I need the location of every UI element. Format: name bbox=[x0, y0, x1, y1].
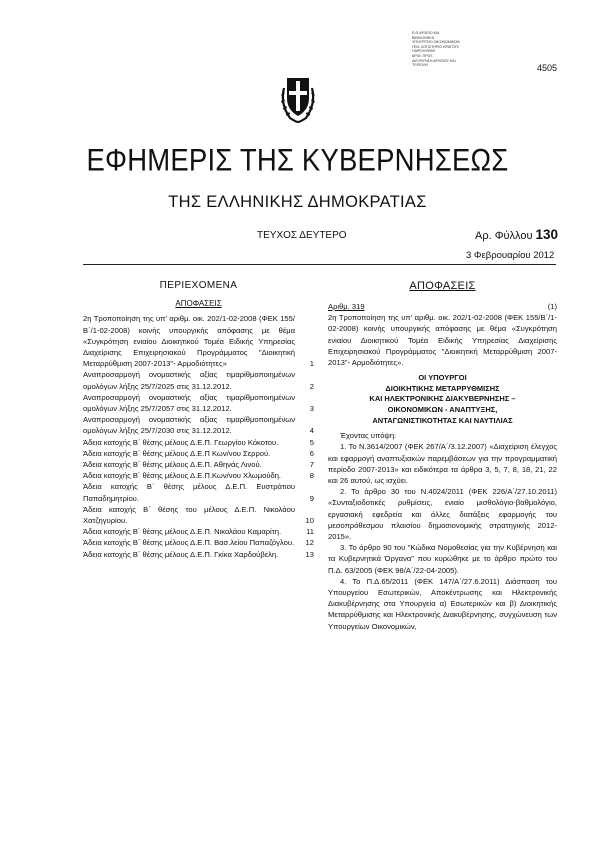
toc-item[interactable] bbox=[83, 481, 314, 503]
toc-text: Άδεια κατοχής Β΄ θέσης μέλους Δ.Ε.Π. Γεωργίου Κόκοτου. bbox=[83, 437, 279, 447]
sheet-value: 130 bbox=[535, 227, 559, 242]
stamp-line: ΠΑΡΕΛΗΦΘΗ bbox=[412, 49, 436, 54]
toc-number: 9 bbox=[309, 493, 314, 503]
toc-text: Αναπροσαρμογή ονομαστικής αξίας τιμαρίθμοποιημένων ομολόγων λήξης 25/7/2030 στις 31.12.2012. bbox=[83, 415, 295, 436]
ministers-line: ΑΝΤΑΓΩΝΙΣΤΙΚΟΤΗΤΑΣ ΚΑΙ ΝΑΥΤΙΛΙΑΣ bbox=[372, 415, 513, 425]
toc-number: 2 bbox=[309, 381, 314, 391]
issue-label: ΤΕΥΧΟΣ ΔΕΥΤΕΡΟ bbox=[257, 230, 347, 241]
toc-text: Άδεια κατοχής Β΄ θέσης του μέλους Δ.Ε.Π. Νικολάου Χατζηγυρίου. bbox=[83, 504, 295, 526]
toc-item[interactable] bbox=[83, 504, 314, 526]
toc-item[interactable] bbox=[83, 537, 314, 548]
toc-number: 3 bbox=[309, 404, 314, 414]
stamp-line: ΔΙΕΥΘΥΝΣΗ ΑΡΧΕΙΟΥ ΚΑΙ bbox=[412, 58, 456, 63]
coat-of-arms-icon bbox=[278, 74, 318, 124]
decision-paragraph: 2. Το άρθρο 30 του Ν.4024/2011 (ΦΕΚ 226/Α΄/27.10.2011) «Συνταξιοδοτικές ρυθμίσεις, ενιαίο μισθολόγιο-βαθμολόγιο, εργασιακή εφεδρεία και άλλες διατάξεις εφαρμογής του μεσοπρόθεσμου πλαισίου δημοσιονομικής στρατηγικής 2012-2015». bbox=[328, 487, 557, 542]
toc-item[interactable] bbox=[83, 459, 314, 470]
stamp-line: ΒΙΒΛΙΟΘΗΚΗ bbox=[412, 35, 435, 40]
gazette-title: ΕΦΗΜΕΡΙΣ ΤΗΣ ΚΥΒΕΡΝΗΣΕΩΣ bbox=[86, 141, 509, 178]
decision-paragraph: 1. Το Ν.3614/2007 (ΦΕΚ 267/Α΄/3.12.2007) «Διαχείριση έλεγχος και εφαρμογή αναπτυξιακών παρεμβάσεων για την προγραμματική περίοδο 2007-2013» και ειδικότερα τα άρθρα 3, 5, 7, 8, 18, 21, 22 και 26 αυτού, ως ισχύει. bbox=[328, 442, 557, 485]
archive-stamp bbox=[412, 31, 484, 68]
toc-item[interactable] bbox=[83, 526, 314, 537]
decision-paragraph: 4. Το Π.Δ.65/2011 (ΦΕΚ 147/Α΄/27.6.2011) Διάσπαση του Υπουργείου Εσωτερικών, Αποκέντρωσης και Ηλεκτρονικής Διακυβέρνησης στα Υπουργεία α) Εσωτερικών και β) Διοικητικής Μεταρρύθμισης και Ηλεκτρονικής Διακυβέρνησης, συγχώνευση των Υπουργείων Οικονομικών, bbox=[328, 576, 557, 631]
toc-item[interactable] bbox=[83, 470, 314, 481]
toc-number: 13 bbox=[305, 549, 314, 559]
sheet-number bbox=[475, 227, 558, 242]
contents-subtitle: ΑΠΟΦΑΣΕΙΣ bbox=[175, 299, 222, 309]
contents-title: ΠΕΡΙΕΧΟΜΕΝΑ bbox=[159, 280, 238, 291]
toc-text: Άδεια κατοχής Β΄ θέσης μέλους Δ.Ε.Π. Γκίκα Χαρδούβελη. bbox=[83, 549, 279, 559]
toc-number: 10 bbox=[305, 516, 314, 526]
toc-item[interactable] bbox=[83, 437, 314, 448]
toc-text: Άδεια κατοχής Β΄ θέσης μέλους Δ.Ε.Π. Βασ.λείου Παπαζόγλου. bbox=[83, 538, 295, 548]
toc-item[interactable] bbox=[83, 392, 314, 414]
toc-text: Άδεια κατοχής Β΄ θέσης μέλους Δ.Ε.Π.Κων/νου Χλωμούδη. bbox=[83, 471, 282, 481]
toc-number: 7 bbox=[309, 460, 314, 470]
toc-item[interactable] bbox=[83, 313, 314, 369]
toc-number: 8 bbox=[309, 471, 314, 481]
header-divider bbox=[83, 264, 556, 265]
contents-column bbox=[83, 280, 314, 560]
decisions-column bbox=[328, 301, 557, 632]
toc-text: Άδεια κατοχής Β΄ θέσης μέλους Δ.Ε.Π. Νικολάου Καμαρίτη. bbox=[83, 527, 282, 537]
toc-number: 4 bbox=[309, 426, 314, 436]
stamp-line: Ε.Θ.ΑΡΧΕΙΟ ΚΑΙ bbox=[412, 31, 440, 35]
toc-number: 6 bbox=[309, 448, 314, 458]
issue-date: 3 Φεβρουαρίου 2012 bbox=[466, 250, 555, 261]
toc-text: Αναπροσαρμογή ονομαστικής αξίας τιμαρίθμοποιημένων ομολόγων λήξης 25/7/2025 στις 31.12.2012. bbox=[83, 370, 295, 391]
toc-text: 2η Τροποποίηση της υπ' αριθμ. οικ. 202/1-02-2008 (ΦΕΚ 155/Β΄/1-02-2008) κοινής υπουργικής απόφασης με θέμα «Συγκρότηση ενιαίου Διοικητικού Τομέα Ειδικής Υπηρεσίας Διαχείρισης Επιχειρησιακού Προγράμματος "Διοικητική Μεταρρύθμιση 2007-2013"- Αρμοδιότητες» bbox=[83, 314, 295, 369]
decisions-title bbox=[328, 280, 557, 292]
decision-number-line bbox=[328, 301, 557, 312]
decision-number: Αριθμ. 319 bbox=[328, 302, 365, 311]
ministers-line: ΟΙΚΟΝΟΜΙΚΩΝ - ΑΝΑΠΤΥΞΗΣ, bbox=[387, 405, 498, 414]
ministers-line: ΟΙ ΥΠΟΥΡΓΟΙ bbox=[418, 373, 467, 383]
toc-number: 5 bbox=[309, 437, 314, 447]
decision-paragraph: 3. Το άρθρο 90 του "Κώδικα Νομοθεσίας για την Κυβέρνηση και τα Κυβερνητικά Όργανα" που κυρώθηκε με το άρθρο πρώτο του Π.Δ. 63/2005 (ΦΕΚ 98/Α΄/22-04-2005). bbox=[328, 543, 557, 575]
considering-label: Έχοντας υπόψη: bbox=[340, 431, 397, 441]
ministers-line: ΔΙΟΙΚΗΤΙΚΗΣ ΜΕΤΑΡΡΥΘΜΙΣΗΣ bbox=[385, 383, 500, 393]
page-number: 4505 bbox=[537, 63, 558, 73]
toc-item[interactable] bbox=[83, 448, 314, 459]
decisions-title-text: ΑΠΟΦΑΣΕΙΣ bbox=[409, 280, 476, 292]
toc-text: Άδεια κατοχής Β΄ θέσης μέλους Δ.Ε.Π. Ευστράτιου Παπαδημητρίου. bbox=[83, 482, 295, 503]
gazette-subtitle: ΤΗΣ ΕΛΛΗΝΙΚΗΣ ΔΗΜΟΚΡΑΤΙΑΣ bbox=[168, 193, 427, 211]
decision-ref: (1) bbox=[547, 302, 557, 311]
toc-number: 11 bbox=[306, 527, 314, 537]
stamp-line: ΤΡΙΠΟΛΗ bbox=[412, 63, 428, 68]
toc-number: 12 bbox=[305, 538, 314, 548]
stamp-line: ΑΡΙΘ. ΠΡΩΤ. bbox=[412, 53, 434, 58]
decision-intro: 2η Τροποποίηση της υπ' αριθμ. οικ. 202/1-02-2008 (ΦΕΚ 155/Β΄/1-02-2008) κοινής υπουργικής απόφασης με θέμα «Συγκρότηση ενιαίου Διοικητικού Τομέα Ειδικής Υπηρεσίας Διαχείρισης Επιχειρησιακού Προγράμματος "Διοικητική Μεταρρύθμιση 2007-2013"- Αρμοδιότητες». bbox=[328, 313, 557, 368]
toc-text: Άδεια κατοχής Β΄ θέσης μέλους Δ.Ε.Π. Αθηνάς Λινού. bbox=[83, 460, 262, 470]
stamp-line: ΥΠΟΥΡΓΕΙΟ ΟΙΚΟΝΟΜΙΚΩΝ bbox=[412, 40, 460, 45]
toc-text: Άδεια κατοχής Β΄ θέσης μέλους Δ.Ε.Π Κων/νου Σερρού. bbox=[83, 448, 271, 458]
toc-item[interactable] bbox=[83, 369, 314, 391]
sheet-label: Αρ. Φύλλου bbox=[475, 230, 533, 242]
toc-item[interactable] bbox=[83, 549, 314, 560]
toc-item[interactable] bbox=[83, 414, 314, 436]
ministers-line: ΚΑΙ ΗΛΕΚΤΡΟΝΙΚΗΣ ΔΙΑΚΥΒΕΡΝΗΣΗΣ – bbox=[369, 394, 516, 404]
toc-text: Αναπροσαρμογή ονομαστικής αξίας τιμαρίθμοποιημένων ομολόγων λήξης 25/7/2057 στις 31.12.2012. bbox=[83, 392, 295, 414]
stamp-line: ΓΕΝ. ΛΟΓΙΣΤΗΡΙΟ ΚΡΑΤΟΥΣ bbox=[412, 44, 460, 49]
toc-number: 1 bbox=[309, 359, 314, 369]
ministers-heading bbox=[328, 373, 557, 426]
